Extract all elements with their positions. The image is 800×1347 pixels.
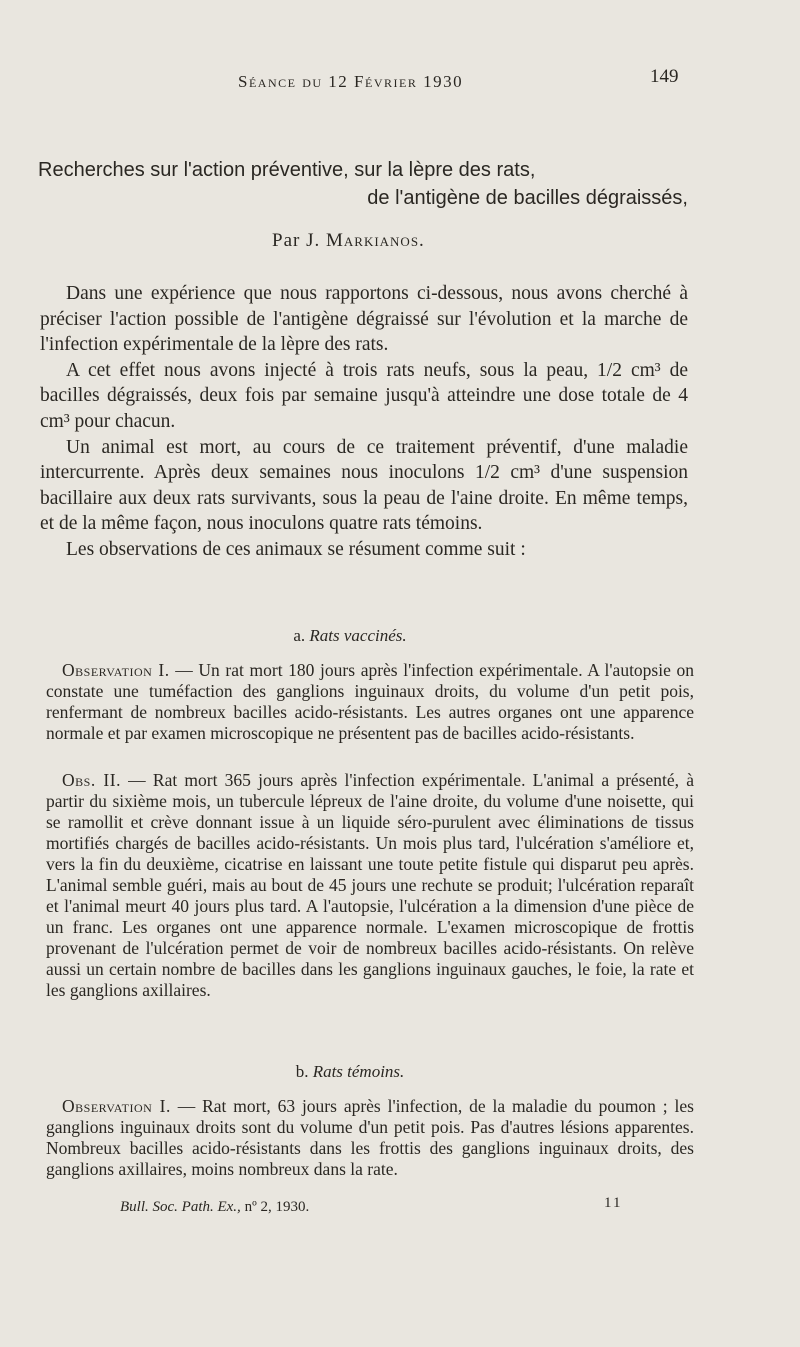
author-prefix: Par J. xyxy=(272,230,321,251)
footer-issue: nº 2, 1930. xyxy=(244,1199,310,1215)
author-line xyxy=(272,230,425,252)
section-b-letter: b. xyxy=(295,1062,309,1081)
section-heading-a xyxy=(0,626,700,646)
observation-a1-text: — Un rat mort 180 jours après l'infection expérimentale. A l'autopsie on constate une tuméfaction des ganglions inguinaux droits, du volume d'un petit pois, renfermant de nombreux bacilles acido-résistants. Les autres organes ont une apparence normale et par examen microscopique ne présentent pas de bacilles acido-résistants. xyxy=(46,660,694,743)
paragraph-1: Dans une expérience que nous rapportons ci-dessous, nous avons cherché à préciser l'action possible de l'antigène dégraissé sur l'évolution et la marche de l'infection expérimentale de la lèpre des rats. xyxy=(40,283,688,356)
author-name: Markianos. xyxy=(325,230,425,251)
running-head: Séance du 12 Février 1930 xyxy=(238,72,464,91)
section-a-letter: a. xyxy=(293,626,306,645)
paragraph-4: Les observations de ces animaux se résument comme suit : xyxy=(66,538,526,560)
footer-citation: Bull. Soc. Path. Ex., xyxy=(120,1199,241,1215)
paragraph-3: Un animal est mort, au cours de ce traitement préventif, d'une maladie intercurrente. Après deux semaines nous inoculons 1/2 cm³ d'une suspension bacillaire aux deux rats survivants, sous la peau de l'aine droite. En même temps, et de la même façon, nous inoculons quatre rats témoins. xyxy=(40,436,688,535)
title-line-2: de l'antigène de bacilles dégraissés, xyxy=(367,187,688,209)
paragraph-2: A cet effet nous avons injecté à trois rats neufs, sous la peau, 1/2 cm³ de bacilles dégraissés, deux fois par semaine jusqu'à atteindre une dose totale de 4 cm³ pour chacun. xyxy=(40,359,688,432)
page-number: 149 xyxy=(650,66,679,87)
observation-a1 xyxy=(46,660,694,744)
signature-mark: 11 xyxy=(604,1195,623,1211)
title-line-1: Recherches sur l'action préventive, sur la lèpre des rats, xyxy=(38,159,536,181)
observation-a2 xyxy=(46,770,694,1001)
observation-b1-text: — Rat mort, 63 jours après l'infection, de la maladie du poumon ; les ganglions inguinaux droits sont du volume d'un petit pois. Pas d'autres lésions apparentes. Nombreux bacilles acido-résistants dans les frottis des ganglions inguinaux droits, des ganglions axillaires, moins nombreux dans la rate. xyxy=(46,1096,694,1179)
section-a-title: Rats vaccinés. xyxy=(309,626,407,645)
footer xyxy=(120,1195,640,1216)
observation-a2-text: — Rat mort 365 jours après l'infection expérimentale. L'animal a présenté, à partir du sixième mois, un tubercule lépreux de l'aine droite, du volume d'une noisette, qui se ramollit et crève donnant issue à un liquide séro-purulent avec éliminations de tissus mortifiés chargés de bacilles acido-résistants. Un mois plus tard, l'ulcération s'améliore et, vers la fin du deuxième, cicatrise en laissant une toute petite fistule qui disparut peu après. L'animal semble guéri, mais au bout de 45 jours une rechute se produit; l'ulcération reparaît et l'animal meurt 40 jours plus tard. A l'autopsie, l'ulcération a la dimension d'une pièce de un franc. Les organes ont une apparence normale. L'examen microscopique de frottis provenant de l'ulcération permet de voir de nombreux bacilles acido-résistants. On relève aussi un certain nombre de bacilles dans les ganglions inguinaux gauches, le foie, la rate et les ganglions axillaires. xyxy=(46,770,694,1000)
section-b-title: Rats témoins. xyxy=(312,1062,405,1081)
body-text xyxy=(40,281,688,563)
observation-b1 xyxy=(46,1096,694,1180)
observation-b1-label: Observation I. xyxy=(62,1096,171,1116)
observation-a1-label: Observation I. xyxy=(62,660,170,680)
section-heading-b xyxy=(0,1062,700,1082)
article-title xyxy=(38,156,688,212)
observation-a2-label: Obs. II. xyxy=(62,770,121,790)
